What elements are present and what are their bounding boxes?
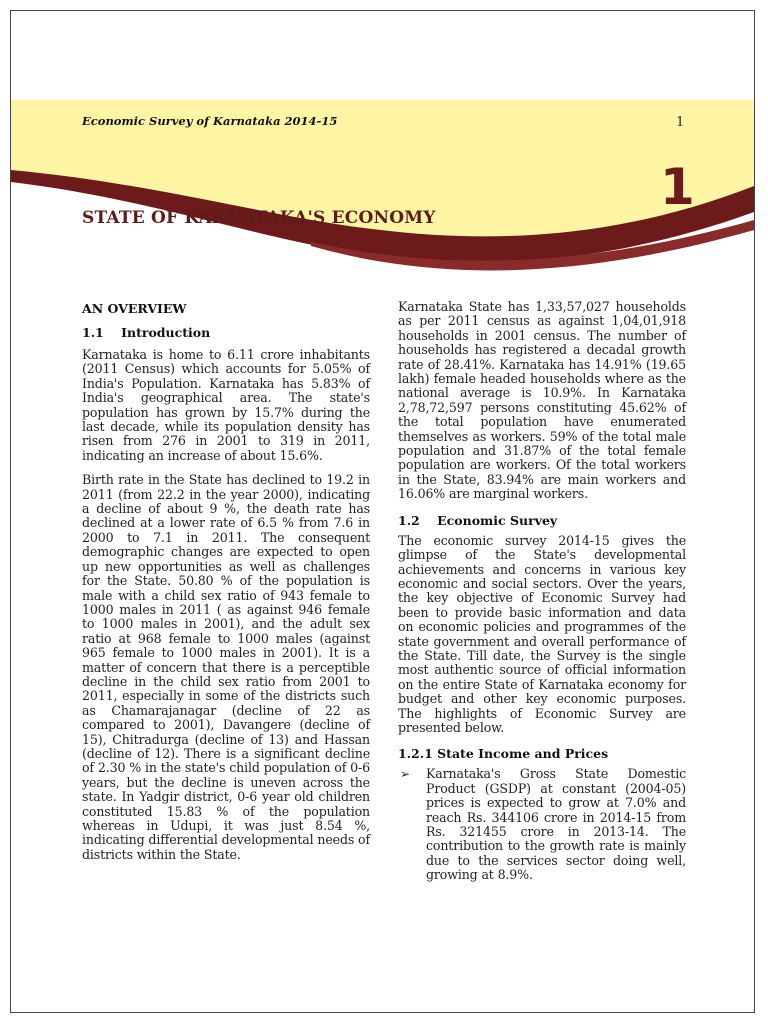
running-head: Economic Survey of Karnataka 2014-15	[82, 114, 338, 128]
economic-survey-paragraph: The economic survey 2014-15 gives the glimpse of the State's developmental achievements and concerns in various key economic and social sectors. Over the years, the key objective of Economic Survey had been to provide basic information and data on economic policies and programmes of the state government and overall performance of the State. Till date, the Survey is the single most authentic source of official information on the entire State of Karnataka economy for budget and other key economic purposes. The highlights of Economic Survey are presented below.	[398, 532, 686, 735]
gsdp-bullet-text: Karnataka's Gross State Domestic Product (GSDP) at constant (2004-05) prices is expected to grow at 7.0% and reach Rs. 344106 crore in 2014-15 from Rs. 321455 crore in 2013-14. The contribution to the growth rate is mainly due to the services sector doing well, growing at 8.9%.	[426, 766, 686, 883]
page-number: 1	[676, 115, 685, 130]
households-paragraph: Karnataka State has 1,33,57,027 households as per 2011 census as against 1,04,01,918 households in 2001 census. The number of households has registered a decadal growth rate of 28.41%. Karnataka has 14.91% (19.65 lakh) female headed households where as the national average is 10.9%. In Karnataka 2,78,72,597 persons constituting 45.62% of the total population have enumerated themselves as workers. 59% of the total male population and 31.87% of the total female population are workers. Of the total workers in the State, 83.94% are main workers and 16.06% are marginal workers.	[398, 299, 686, 502]
introduction-heading: 1.1 Introduction	[82, 325, 211, 340]
overview-heading: AN OVERVIEW	[82, 301, 187, 316]
left-column	[82, 300, 370, 872]
economic-survey-heading: 1.2 Economic Survey	[398, 512, 558, 528]
chapter-number: 1	[660, 158, 695, 216]
introduction-paragraph-1: Karnataka is home to 6.11 crore inhabitants (2011 Census) which accounts for 5.05% of India's Population. Karnataka has 5.83% of India's geographical area. The state's population has grown by 15.7% during the last decade, while its population density has risen from 276 in 2001 to 319 in 2011, indicating an increase of about 15.6%.	[82, 347, 370, 463]
arrow-bullet-icon: ➢	[400, 767, 410, 782]
chapter-title: STATE OF KARNATAKA'S ECONOMY	[82, 208, 436, 228]
gsdp-bullet-item	[398, 767, 686, 882]
state-income-heading: 1.2.1 State Income and Prices	[398, 746, 609, 762]
right-column	[398, 300, 686, 893]
introduction-paragraph-2: Birth rate in the State has declined to 19.2 in 2011 (from 22.2 in the year 2000), indicating a decline of about 9 %, the death rate has declined at a lower rate of 6.5 % from 7.6 in 2000 to 7.1 in 2011. The consequent demographic changes are expected to open up new opportunities as well as challenges for the State. 50.80 % of the population is male with a child sex ratio of 943 female to 1000 males in 2011 ( as against 946 female to 1000 males in 2001), and the adult sex ratio at 968 female to 1000 males (against 965 female to 1000 males in 2001). It is a matter of concern that there is a perceptible decline in the child sex ratio from 2001 to 2011, especially in some of the districts such as Chamarajanagar (decline of 22 as compared to 2001), Davangere (decline of 15), Chitradurga (decline of 13) and Hassan (decline of 12). There is a significant decline of 2.30 % in the state's child population of 0-6 years, but the decline is uneven across the state. In Yadgir district, 0-6 year old children constituted 15.83 % of the population whereas in Udupi, it was just 8.54 %, indicating differential developmental needs of districts within the State.	[82, 472, 370, 862]
